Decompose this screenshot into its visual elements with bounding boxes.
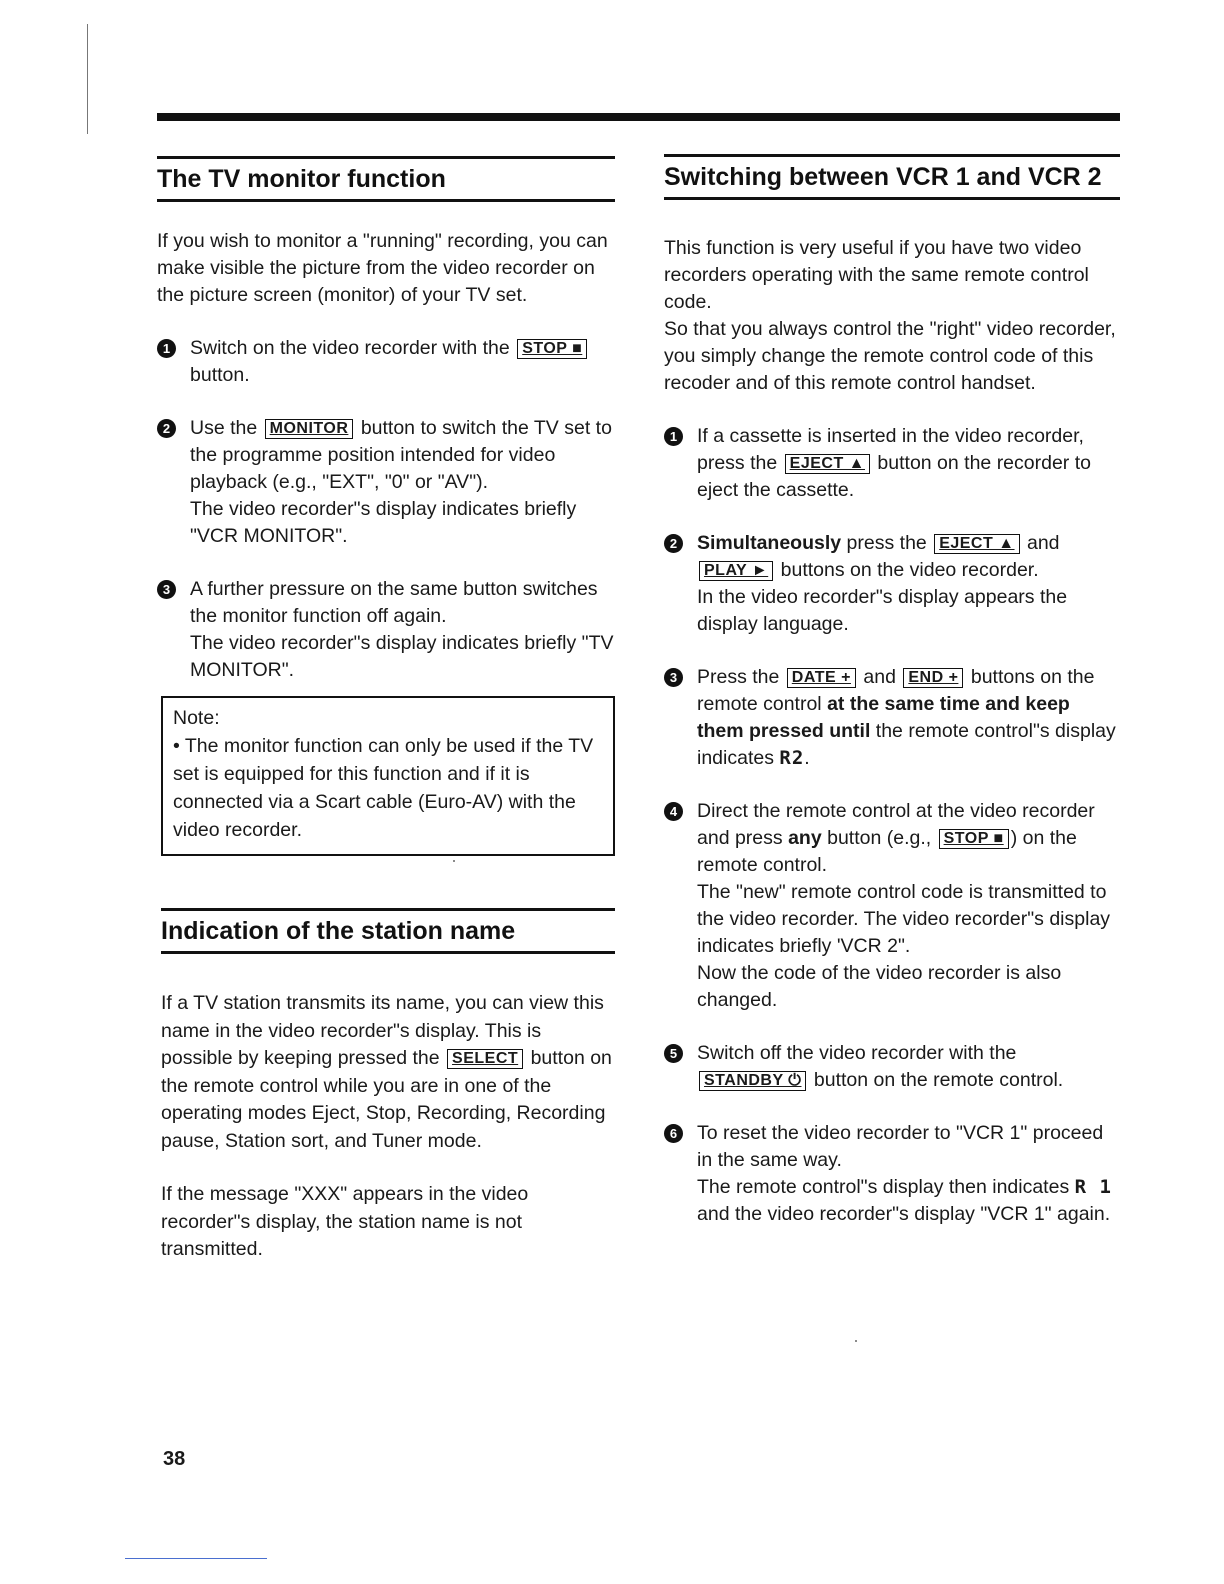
section-heading-station [161, 908, 615, 954]
speck [855, 1340, 857, 1342]
step-text: A further pressure on the same button switches the monitor function off again. [190, 578, 598, 627]
step-number: 4 [664, 802, 683, 821]
step-text: The remote control"s display then indicates [697, 1176, 1070, 1198]
step-text: Now the code of the video recorder is also changed. [697, 962, 1062, 1011]
monitor-intro: If you wish to monitor a "running" recording, you can make visible the picture from the video recorder on the picture screen (monitor) of your TV set. [157, 230, 608, 306]
step-text: ) on the remote control. [697, 827, 1077, 876]
step-emphasis: at the same time and keep them pressed until [697, 693, 1070, 742]
step-number: 1 [157, 339, 176, 358]
step-number: 2 [157, 419, 176, 438]
section-heading-vcr [664, 154, 1120, 200]
step-emphasis: Simultaneously [697, 532, 842, 554]
vcr-step-2 [664, 530, 1120, 638]
play-key: PLAY ► [699, 561, 773, 581]
step-text: press the [846, 532, 927, 554]
note-text: • The monitor function can only be used if the TV set is equipped for this function and if it is connected via a Scart cable (Euro-AV) with the video recorder. [173, 735, 594, 841]
step-text: and the video recorder"s display "VCR 1" again. [697, 1203, 1111, 1225]
select-key: SELECT [447, 1049, 523, 1069]
station-paragraph-2: If the message "XXX" appears in the video recorder"s display, the station name is not transmitted. [161, 1183, 529, 1260]
step-text: button to switch the TV set to the programme position intended for video playback (e.g., "EXT", "0" or "AV"). [190, 417, 612, 493]
end-plus-key: END + [903, 668, 963, 688]
step-text: button on the remote control. [813, 1069, 1064, 1091]
step-text: and [863, 666, 896, 688]
vcr-intro-1: This function is very useful if you have two video recorders operating with the same remote control code. [664, 237, 1089, 313]
monitor-step-2 [157, 415, 615, 550]
station-text: button on the remote control while you are in one of the operating modes Eject, Stop, Recording, Recording pause, Station sort, and Tuner mode. [161, 1047, 612, 1152]
step-display-text: The video recorder"s display indicates briefly "VCR MONITOR". [190, 498, 577, 547]
step-text: If a cassette is inserted in the video recorder, press the [697, 425, 1084, 474]
step-number: 6 [664, 1124, 683, 1143]
left-column [157, 156, 615, 1264]
step-number: 3 [664, 668, 683, 687]
station-paragraph-1 [161, 990, 615, 1155]
step-text: buttons on the remote control [697, 666, 1095, 715]
step-text: Direct the remote control at the video recorder and press [697, 800, 1095, 849]
step-text: buttons on the video recorder. [780, 559, 1039, 581]
vcr-step-3 [664, 664, 1120, 772]
binding-mark [87, 24, 88, 134]
step-text: To reset the video recorder to "VCR 1" proceed in the same way. [697, 1122, 1104, 1171]
heading-station-name: Indication of the station name [161, 917, 516, 945]
vcr-step-4 [664, 798, 1120, 1014]
station-text: If a TV station transmits its name, you can view this name in the video recorder"s display. This is possible by keeping pressed the [161, 992, 604, 1069]
step-emphasis: any [788, 827, 822, 849]
heading-tv-monitor: The TV monitor function [157, 165, 446, 193]
step-text: and [1026, 532, 1060, 554]
monitor-step-3 [157, 576, 615, 684]
standby-key: STANDBY ⏻ [699, 1071, 806, 1091]
step-display-text: In the video recorder"s display appears the display language. [697, 586, 1068, 635]
step-text: the remote control"s display indicates [697, 720, 1116, 769]
step-number: 2 [664, 534, 683, 553]
right-column [664, 154, 1120, 1228]
monitor-key: MONITOR [265, 419, 354, 439]
step-text: button (e.g., [827, 827, 932, 849]
note-label: Note: [173, 707, 220, 729]
remote-display-code: R 1 [1074, 1176, 1112, 1198]
vcr-step-1 [664, 423, 1120, 504]
heading-vcr-switch: Switching between VCR 1 and VCR 2 [664, 163, 1102, 191]
step-number: 3 [157, 580, 176, 599]
step-display-text: The "new" remote control code is transmitted to the video recorder. The video recorder"s display indicates briefly 'VCR 2". [697, 881, 1111, 957]
top-rule [157, 113, 1120, 121]
monitor-step-1 [157, 335, 615, 389]
eject-key: EJECT ▲ [785, 454, 870, 474]
page-number: 38 [163, 1448, 186, 1470]
step-text: Press the [697, 666, 780, 688]
remote-display-code: R2 [779, 747, 805, 769]
section-heading-monitor [157, 156, 615, 202]
step-text: Use the [190, 417, 258, 439]
step-text: Switch off the video recorder with the [697, 1042, 1017, 1064]
speck [453, 860, 455, 862]
step-text: . [804, 747, 810, 769]
step-number: 1 [664, 427, 683, 446]
vcr-intro-2: So that you always control the "right" video recorder, you simply change the remote control code of this recoder and of this remote control handset. [664, 318, 1116, 394]
vcr-step-6 [664, 1120, 1120, 1228]
step-text: button. [190, 364, 250, 386]
vcr-step-5 [664, 1040, 1120, 1094]
step-text: button on the recorder to eject the cassette. [697, 452, 1091, 501]
note-box [161, 696, 615, 856]
bottom-rule [125, 1558, 267, 1559]
step-text: Switch on the video recorder with the [190, 337, 510, 359]
eject-key: EJECT ▲ [934, 534, 1019, 554]
step-number: 5 [664, 1044, 683, 1063]
stop-key: STOP ■ [939, 829, 1009, 849]
step-display-text: The video recorder"s display indicates briefly "TV MONITOR". [190, 632, 614, 681]
stop-key: STOP ■ [517, 339, 587, 359]
date-plus-key: DATE + [787, 668, 856, 688]
